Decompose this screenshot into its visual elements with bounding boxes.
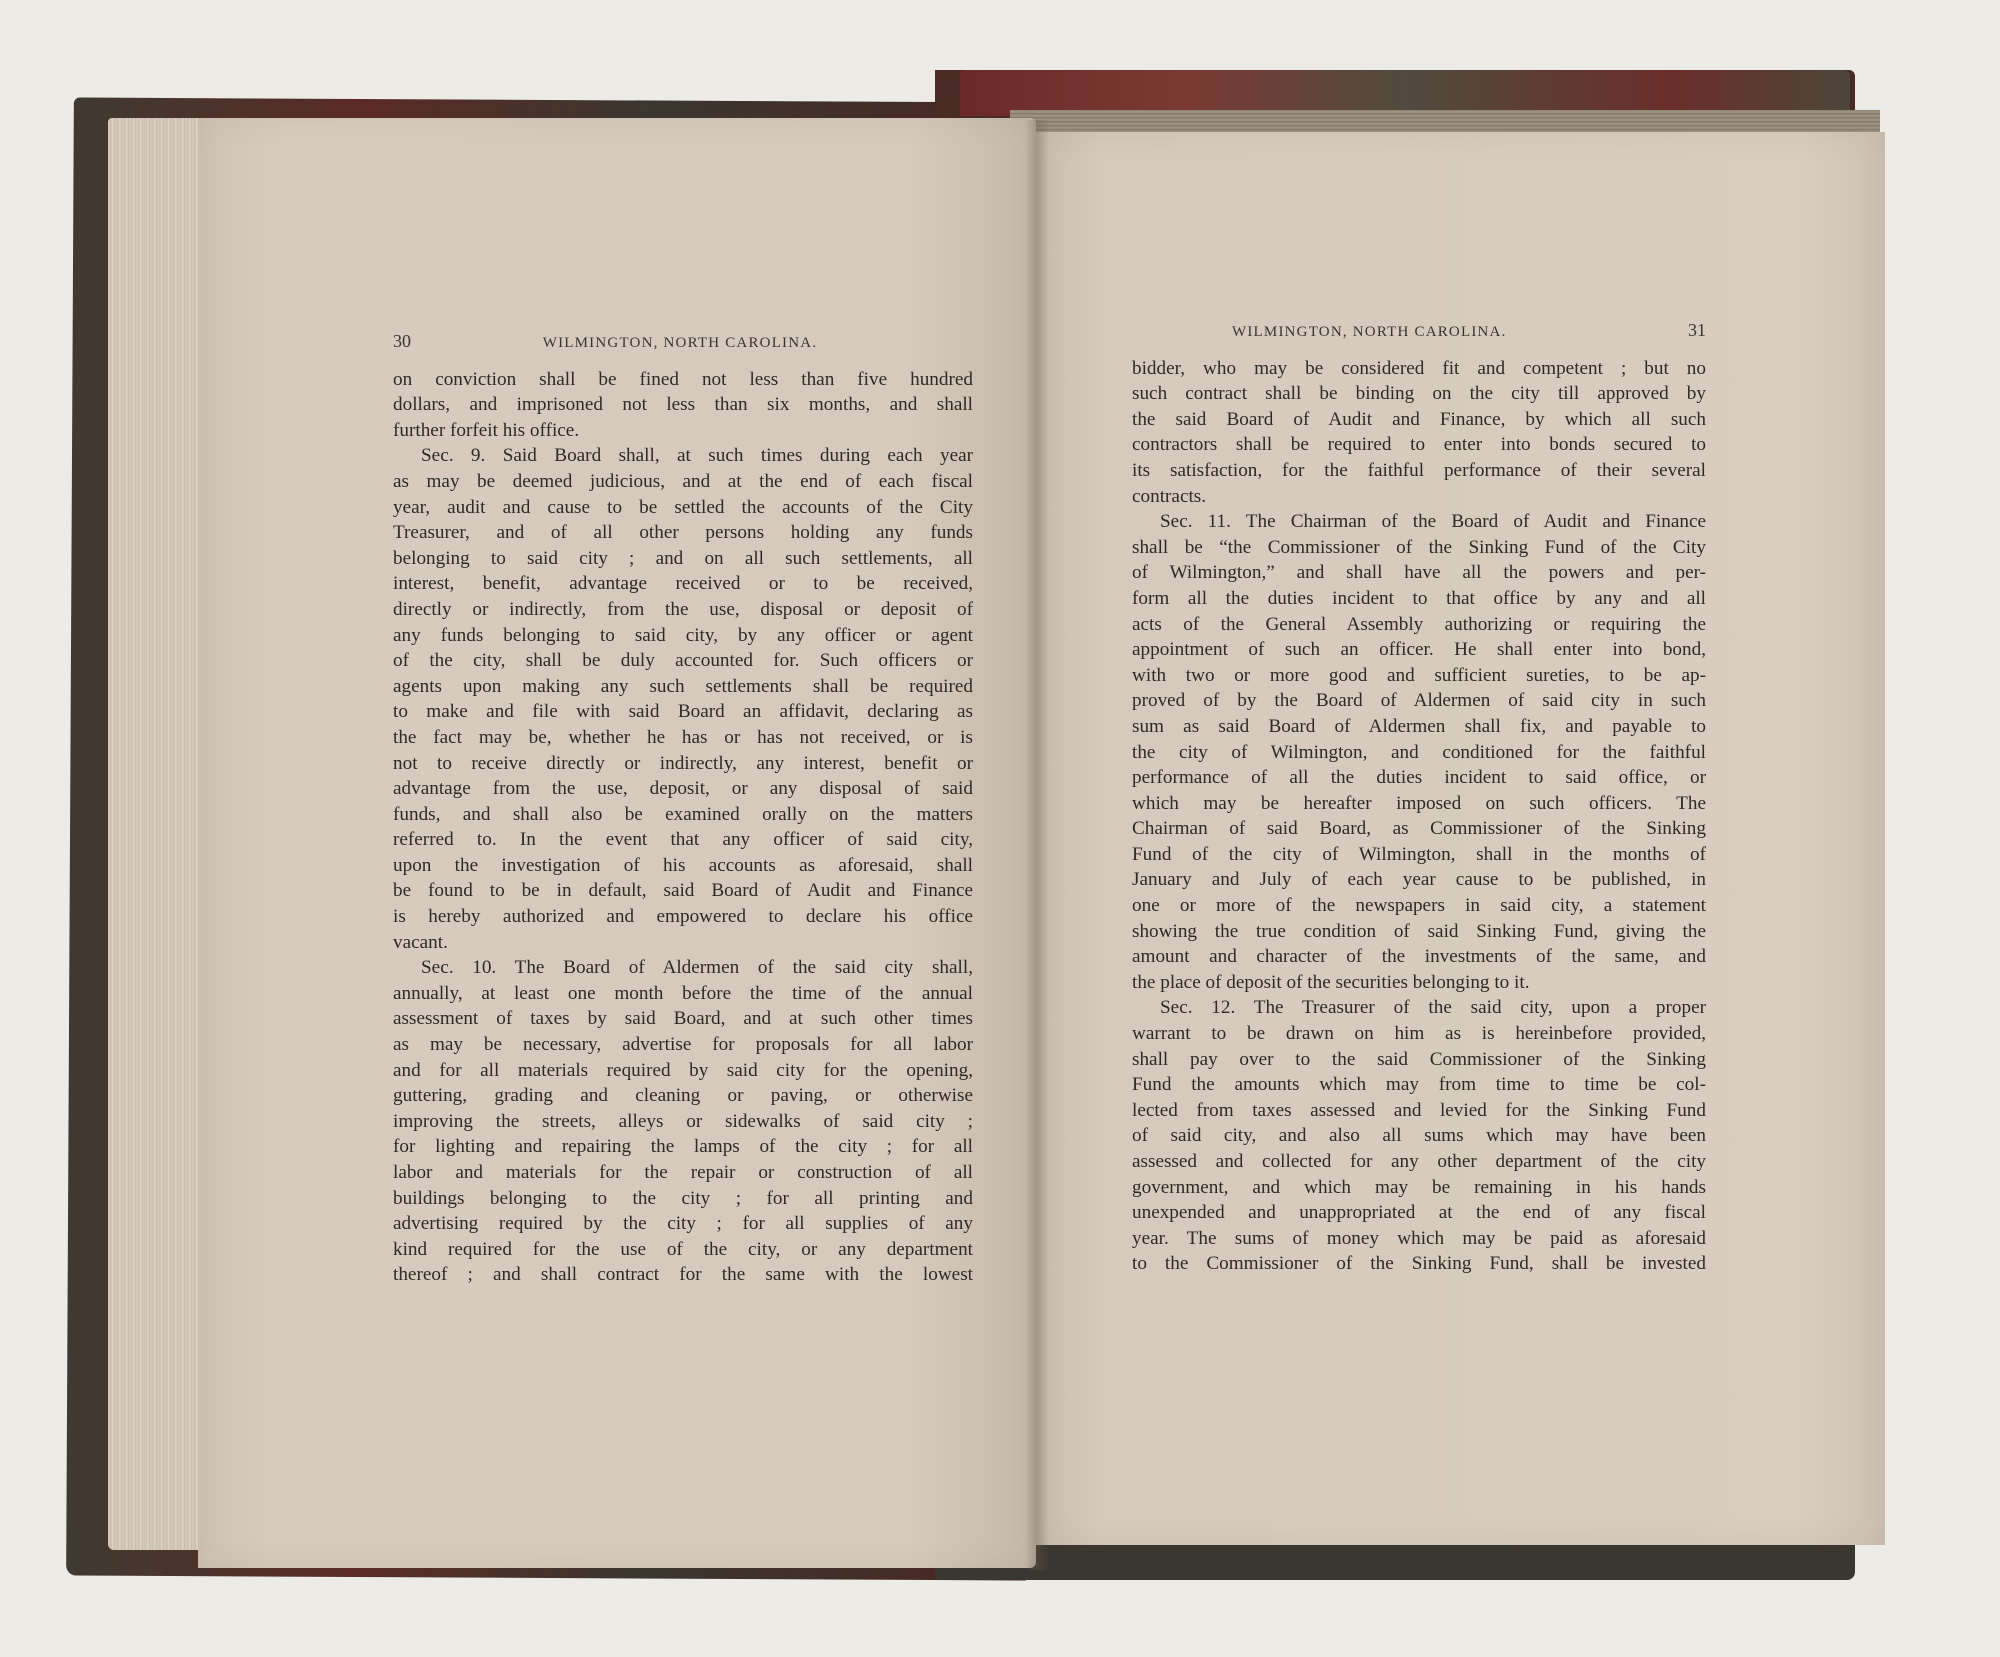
text-line: and for all materials required by said city for the opening, <box>393 1059 973 1081</box>
text-line: Chairman of said Board, as Commissioner of the Sinking <box>1132 818 1706 840</box>
text-line: assessed and collected for any other department of the city <box>1132 1151 1706 1172</box>
text-line: appointment of such an officer. He shall enter into bond, <box>1132 639 1706 661</box>
text-line: contractors shall be required to enter into bonds secured to <box>1132 434 1706 456</box>
text-line: advertising required by the city ; for all supplies of any <box>393 1213 973 1235</box>
running-head: WILMINGTON, NORTH CAROLINA. <box>1232 324 1507 340</box>
text-line: bidder, who may be considered fit and competent ; but no <box>1132 357 1706 379</box>
text-line: the said Board of Audit and Finance, by which all such <box>1132 408 1706 430</box>
text-line: Sec. 12. The Treasurer of the said city, upon a proper <box>1160 997 1706 1019</box>
left-page-body <box>393 367 973 1288</box>
running-head: WILMINGTON, NORTH CAROLINA. <box>542 335 818 351</box>
text-line: shall be “the Commissioner of the Sinking Fund of the City <box>1132 536 1706 558</box>
text-line: not to receive directly or indirectly, any interest, benefit or <box>393 752 973 774</box>
text-line: thereof ; and shall contract for the same with the lowest <box>393 1264 973 1286</box>
text-line: labor and materials for the repair or construction of all <box>393 1162 973 1183</box>
text-line: Treasurer, and of all other persons holding any funds <box>393 522 973 544</box>
text-line: the place of deposit of the securities belonging to it. <box>1132 971 1530 993</box>
text-line: funds, and shall also be examined orally on the matters <box>393 803 973 825</box>
text-line: year, audit and cause to be settled the accounts of the City <box>393 496 973 518</box>
page-number: 30 <box>393 331 411 351</box>
text-line: belonging to said city ; and on all such settlements, all <box>393 547 973 569</box>
text-line: Sec. 9. Said Board shall, at such times during each year <box>421 445 973 467</box>
page-edges-left <box>108 118 203 1550</box>
text-line: January and July of each year cause to be published, in <box>1132 869 1706 891</box>
text-line: to make and file with said Board an affidavit, declaring as <box>393 701 973 723</box>
text-line: shall pay over to the said Commissioner of the Sinking <box>1132 1048 1706 1070</box>
text-line: of Wilmington,” and shall have all the powers and per- <box>1132 562 1706 584</box>
text-line: acts of the General Assembly authorizing or requiring the <box>1132 613 1706 635</box>
text-line: year. The sums of money which may be paid as aforesaid <box>1132 1227 1706 1249</box>
right-page-header <box>1132 318 1706 346</box>
text-line: of said city, and also all sums which may have been <box>1132 1125 1706 1147</box>
text-line: annually, at least one month before the time of the annual <box>393 982 973 1004</box>
text-line: be found to be in default, said Board of Audit and Finance <box>393 880 973 902</box>
book-gutter <box>1025 120 1049 1570</box>
text-line: the city of Wilmington, and conditioned for the faithful <box>1132 741 1706 763</box>
text-line: vacant. <box>393 931 448 953</box>
text-line: as may be necessary, advertise for proposals for all labor <box>393 1034 973 1056</box>
text-line: to the Commissioner of the Sinking Fund, shall be invested <box>1132 1253 1706 1275</box>
text-line: on conviction shall be fined not less than five hundred <box>393 368 973 390</box>
page-number: 31 <box>1688 320 1706 340</box>
text-line: as may be deemed judicious, and at the end of each fiscal <box>393 470 973 492</box>
text-line: contracts. <box>1132 485 1207 507</box>
text-line: Sec. 11. The Chairman of the Board of Audit and Finance <box>1160 511 1706 533</box>
text-line: referred to. In the event that any officer of said city, <box>393 829 973 851</box>
text-line: guttering, grading and cleaning or paving, or otherwise <box>393 1085 973 1107</box>
text-line: for lighting and repairing the lamps of the city ; for all <box>393 1136 973 1158</box>
text-line: kind required for the use of the city, or any department <box>393 1238 973 1260</box>
text-line: amount and character of the investments of the same, and <box>1132 946 1706 968</box>
text-line: agents upon making any such settlements shall be required <box>393 675 973 697</box>
text-line: showing the true condition of said Sinking Fund, giving the <box>1132 920 1706 942</box>
text-line: unexpended and unappropriated at the end of any fiscal <box>1132 1202 1706 1224</box>
text-line: with two or more good and sufficient sureties, to be ap- <box>1132 664 1706 686</box>
left-page-text <box>393 329 973 1288</box>
right-page-body <box>1132 356 1706 1277</box>
text-line: directly or indirectly, from the use, disposal or deposit of <box>393 598 973 620</box>
text-line: buildings belonging to the city ; for all printing and <box>393 1187 973 1209</box>
text-line: is hereby authorized and empowered to declare his office <box>393 906 973 928</box>
text-line: upon the investigation of his accounts as aforesaid, shall <box>393 854 973 876</box>
text-line: lected from taxes assessed and levied for the Sinking Fund <box>1132 1099 1706 1121</box>
text-line: one or more of the newspapers in said city, a statement <box>1132 895 1706 917</box>
text-line: advantage from the use, deposit, or any disposal of said <box>393 778 973 800</box>
text-line: which may be hereafter imposed on such officers. The <box>1132 792 1706 814</box>
text-line: its satisfaction, for the faithful performance of their several <box>1132 459 1706 481</box>
text-line: form all the duties incident to that office by any and all <box>1132 587 1706 609</box>
text-line: Fund the amounts which may from time to time be col- <box>1132 1074 1706 1096</box>
text-line: of the city, shall be duly accounted for. Such officers or <box>393 650 973 672</box>
left-page-header <box>393 329 973 357</box>
text-line: the fact may be, whether he has or has not received, or is <box>393 726 973 748</box>
text-line: Fund of the city of Wilmington, shall in the months of <box>1132 843 1706 865</box>
text-line: improving the streets, alleys or sidewalks of said city ; <box>393 1110 973 1132</box>
text-line: further forfeit his office. <box>393 419 580 441</box>
text-line: Sec. 10. The Board of Aldermen of the said city shall, <box>421 957 973 979</box>
text-line: proved of by the Board of Aldermen of said city in such <box>1132 690 1706 712</box>
text-line: interest, benefit, advantage received or to be received, <box>393 573 973 595</box>
text-line: performance of all the duties incident to said office, or <box>1132 767 1706 789</box>
text-line: assessment of taxes by said Board, and at such other times <box>393 1008 973 1030</box>
text-line: government, and which may be remaining in his hands <box>1132 1176 1706 1198</box>
text-line: such contract shall be binding on the city till approved by <box>1132 383 1706 405</box>
text-line: sum as said Board of Aldermen shall fix, and payable to <box>1132 715 1706 737</box>
text-line: any funds belonging to said city, by any officer or agent <box>393 624 973 646</box>
text-line: dollars, and imprisoned not less than six months, and shall <box>393 394 973 416</box>
text-line: warrant to be drawn on him as is hereinbefore provided, <box>1132 1023 1706 1045</box>
right-page-text <box>1132 318 1706 1277</box>
